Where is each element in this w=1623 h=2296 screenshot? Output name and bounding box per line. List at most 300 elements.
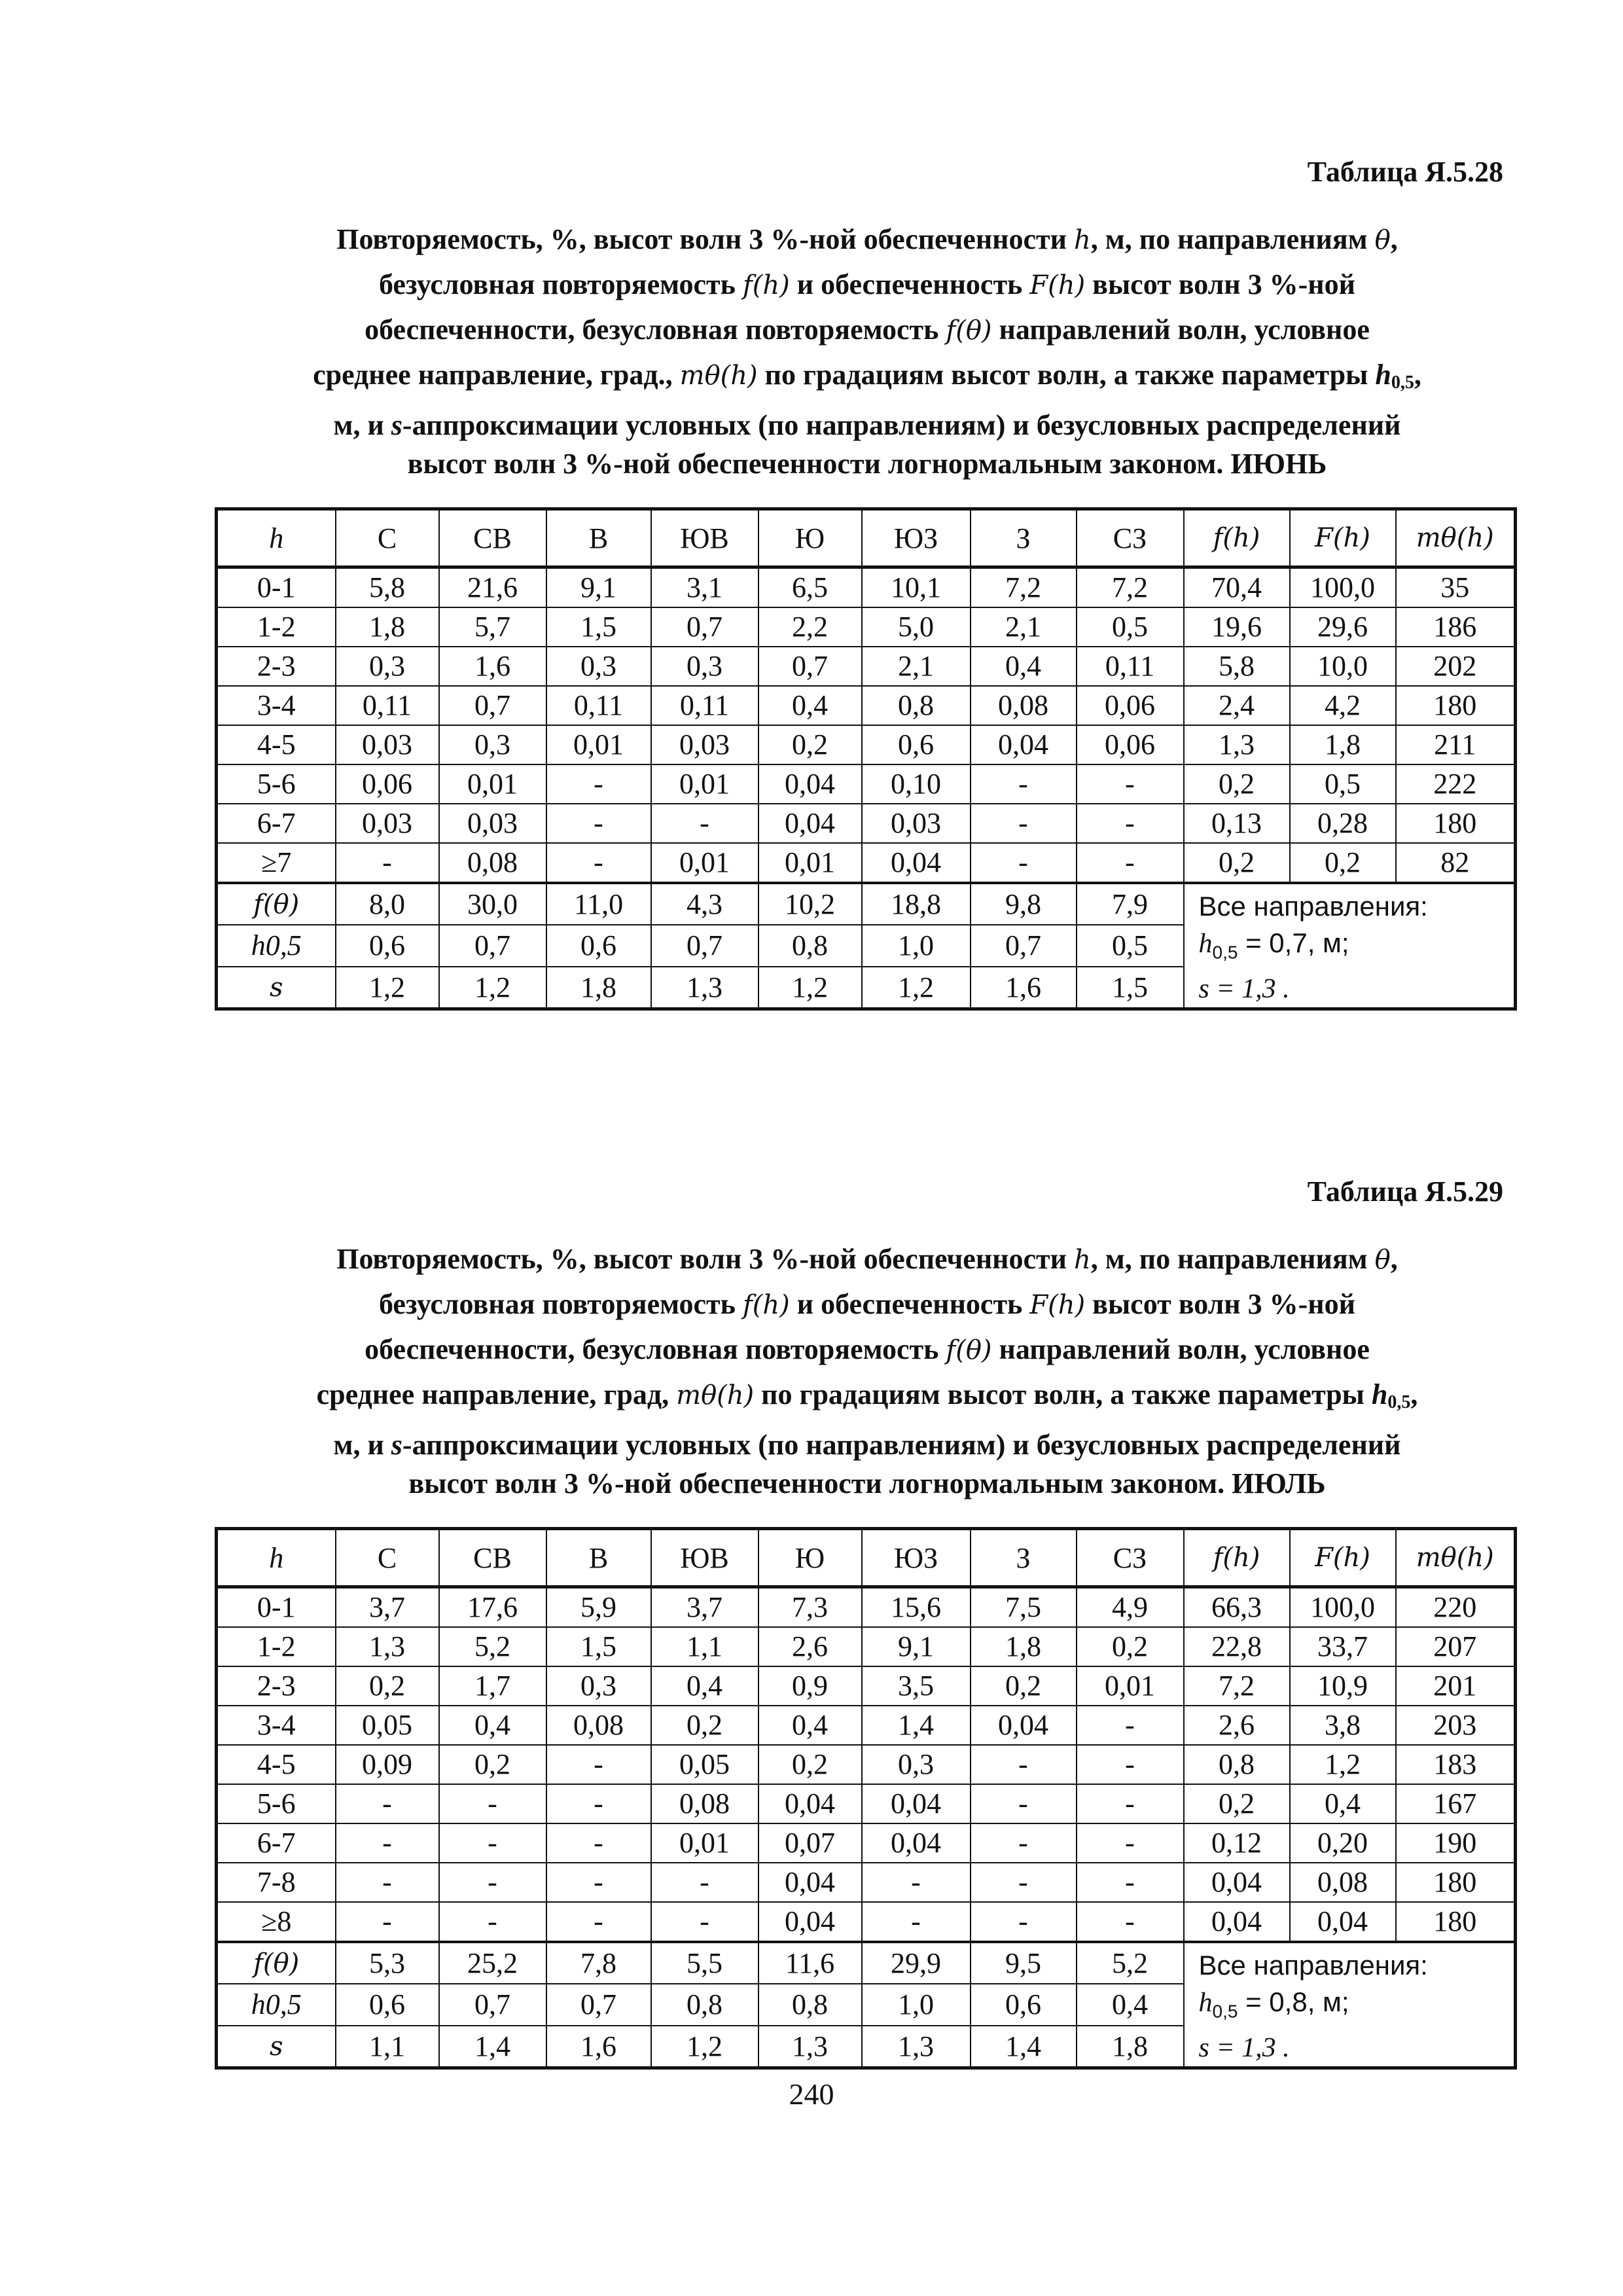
table-title: Повторяемость, %, высот волн 3 %-ной обеспеченности h, м, по направлениям θ, безусловная повторяемость f(h) и обеспеченность F(h) высот волн 3 %-ной обеспеченности, безусловная повторяемость f(θ) направлений волн, условное среднее направление, град, mθ(h) по градациям высот волн, а также параметры $h_{0,5}$, м, и s-аппроксимации условных (по направлениям) и безусловных распределений высот волн 3 %-ной обеспеченности логнормальным законом. ИЮЛЬ [316, 1243, 1418, 1499]
table-cell: 180 [1396, 804, 1516, 843]
param-cell: 0,7 [651, 925, 758, 966]
table-cell: 222 [1396, 764, 1516, 804]
param-cell: 0,8 [651, 1984, 758, 2025]
param-label-cell: s [217, 2026, 336, 2068]
all-directions-summary [1184, 1942, 1516, 2068]
table-cell: - [862, 1863, 971, 1902]
table-cell: 0,28 [1290, 804, 1396, 843]
table-row [217, 804, 1516, 843]
param-cell: 1,0 [862, 1984, 971, 2025]
table-cell: - [1077, 1863, 1184, 1902]
param-cell: 0,6 [336, 1984, 439, 2025]
param-cell: 11,6 [758, 1942, 862, 1984]
table-cell: 3,8 [1290, 1706, 1396, 1745]
param-cell: 25,2 [439, 1942, 546, 1984]
table-cell: 82 [1396, 843, 1516, 883]
param-cell: 1,3 [862, 2026, 971, 2068]
header-cell: ЮВ [651, 1529, 758, 1587]
table-cell: 0,03 [651, 725, 758, 764]
table-cell: 0,01 [439, 764, 546, 804]
table-cell: - [1077, 1823, 1184, 1863]
table-cell: - [439, 1823, 546, 1863]
row-label-cell: 7-8 [217, 1863, 336, 1902]
table-cell: 0,01 [651, 1823, 758, 1863]
all-directions-summary [1184, 883, 1516, 1009]
table-cell: - [971, 1745, 1077, 1784]
param-cell: 0,6 [336, 925, 439, 966]
table-cell: 2,6 [1184, 1706, 1290, 1745]
header-cell: F(h) [1290, 509, 1396, 567]
param-cell: 0,5 [1077, 925, 1184, 966]
param-cell: 0,6 [971, 1984, 1077, 2025]
param-cell: 7,9 [1077, 883, 1184, 925]
table-row [217, 1587, 1516, 1628]
table-cell: 1,6 [439, 647, 546, 686]
param-row [217, 1942, 1516, 1984]
param-cell: 9,5 [971, 1942, 1077, 1984]
param-cell: 1,1 [336, 2026, 439, 2068]
table-cell: - [546, 1863, 651, 1902]
table-cell: 0,01 [651, 843, 758, 883]
param-cell: 0,7 [546, 1984, 651, 2025]
table-cell: 167 [1396, 1784, 1516, 1823]
row-label-cell: 3-4 [217, 686, 336, 725]
table-cell: 0,7 [651, 607, 758, 647]
param-cell: 1,6 [971, 967, 1077, 1009]
table-cell: 180 [1396, 686, 1516, 725]
summary-s: s = 1,3 . [1198, 974, 1290, 1005]
table-cell: 202 [1396, 647, 1516, 686]
table-row [217, 725, 1516, 764]
header-cell: С [336, 509, 439, 567]
header-cell: З [971, 509, 1077, 567]
table-cell: 5,7 [439, 607, 546, 647]
summary-title: Все направления: [1198, 891, 1428, 922]
table-cell: 0,2 [758, 725, 862, 764]
table-cell: 0,01 [651, 764, 758, 804]
param-cell: 1,2 [336, 967, 439, 1009]
table-cell: 4,9 [1077, 1587, 1184, 1628]
param-cell: 1,4 [439, 2026, 546, 2068]
table-cell: 10,9 [1290, 1666, 1396, 1706]
table-cell: 15,6 [862, 1587, 971, 1628]
param-cell: 5,5 [651, 1942, 758, 1984]
table-cell: 0,3 [336, 647, 439, 686]
table-cell: - [1077, 764, 1184, 804]
header-cell: h [217, 509, 336, 567]
param-label-cell: h0,5 [217, 1984, 336, 2025]
param-cell: 10,2 [758, 883, 862, 925]
table-cell: 183 [1396, 1745, 1516, 1784]
table-row [217, 1784, 1516, 1823]
param-cell: 0,4 [1077, 1984, 1184, 2025]
page-number: 240 [789, 2077, 834, 2111]
summary-h05: $h_{0,5} = 0,7$, м; [1198, 927, 1349, 963]
summary-h05: $h_{0,5} = 0,8$, м; [1198, 1986, 1349, 2022]
table-cell: 0,11 [1077, 647, 1184, 686]
param-label-cell: h0,5 [217, 925, 336, 966]
table-cell: 0,04 [758, 764, 862, 804]
param-cell: 1,2 [439, 967, 546, 1009]
param-cell: 8,0 [336, 883, 439, 925]
table-cell: 7,5 [971, 1587, 1077, 1628]
table-cell: 0,04 [758, 1902, 862, 1942]
table-row [217, 686, 1516, 725]
table-number: Таблица Я.5.28 [1307, 156, 1503, 188]
table-cell: 0,2 [1184, 764, 1290, 804]
table-cell: 4,2 [1290, 686, 1396, 725]
header-cell: ЮЗ [862, 509, 971, 567]
table-cell: 0,3 [439, 725, 546, 764]
param-cell: 1,6 [546, 2026, 651, 2068]
table-row [217, 567, 1516, 608]
row-label-cell: 1-2 [217, 1627, 336, 1666]
table-cell: 1,1 [651, 1627, 758, 1666]
table-row [217, 1863, 1516, 1902]
table-cell: 19,6 [1184, 607, 1290, 647]
table-cell: 0,4 [971, 647, 1077, 686]
table-cell: - [1077, 1706, 1184, 1745]
table-cell: 0,3 [862, 1745, 971, 1784]
row-label-cell: 2-3 [217, 1666, 336, 1706]
param-cell: 0,8 [758, 1984, 862, 2025]
table-cell: 2,1 [862, 647, 971, 686]
table-row [217, 1706, 1516, 1745]
param-cell: 7,8 [546, 1942, 651, 1984]
table-cell: 1,8 [336, 607, 439, 647]
table-cell: 0,5 [1077, 607, 1184, 647]
table-cell: - [1077, 804, 1184, 843]
row-label-cell: 1-2 [217, 607, 336, 647]
table-cell: 17,6 [439, 1587, 546, 1628]
table-cell: 0,4 [758, 686, 862, 725]
table-cell: 0,7 [439, 686, 546, 725]
table-cell: 0,09 [336, 1745, 439, 1784]
param-cell: 0,7 [439, 1984, 546, 2025]
table-cell: 1,3 [1184, 725, 1290, 764]
table-cell: 0,01 [758, 843, 862, 883]
header-cell: СЗ [1077, 1529, 1184, 1587]
header-cell: h [217, 1529, 336, 1587]
header-cell: mθ(h) [1396, 509, 1516, 567]
table-cell: 29,6 [1290, 607, 1396, 647]
table-cell: 0,08 [546, 1706, 651, 1745]
table-cell: 0,06 [1077, 686, 1184, 725]
table-cell: 1,8 [971, 1627, 1077, 1666]
table-cell: 0,2 [971, 1666, 1077, 1706]
table-cell: 0,08 [1290, 1863, 1396, 1902]
header-cell: F(h) [1290, 1529, 1396, 1587]
table-cell: 186 [1396, 607, 1516, 647]
table-cell: 203 [1396, 1706, 1516, 1745]
data-table [215, 507, 1517, 1011]
table-cell: 0,03 [336, 804, 439, 843]
row-label-cell: 5-6 [217, 764, 336, 804]
param-cell: 1,2 [758, 967, 862, 1009]
table-cell: - [971, 1902, 1077, 1942]
header-cell: СЗ [1077, 509, 1184, 567]
param-cell: 1,4 [971, 2026, 1077, 2068]
table-cell: 0,04 [1184, 1902, 1290, 1942]
row-label-cell: 4-5 [217, 725, 336, 764]
table-cell: 0,08 [651, 1784, 758, 1823]
table-cell: - [546, 804, 651, 843]
table-cell: 0,04 [758, 804, 862, 843]
header-cell: В [546, 509, 651, 567]
table-cell: 1,2 [1290, 1745, 1396, 1784]
table-cell: 3,7 [651, 1587, 758, 1628]
table-cell: 33,7 [1290, 1627, 1396, 1666]
table-cell: 0,8 [862, 686, 971, 725]
table-row [217, 1902, 1516, 1942]
table-cell: 5,2 [439, 1627, 546, 1666]
table-cell: 66,3 [1184, 1587, 1290, 1628]
param-cell: 1,5 [1077, 967, 1184, 1009]
table-cell: 9,1 [862, 1627, 971, 1666]
table-cell: 0,04 [971, 725, 1077, 764]
param-cell: 0,6 [546, 925, 651, 966]
table-cell: 190 [1396, 1823, 1516, 1863]
header-cell: З [971, 1529, 1077, 1587]
header-cell: В [546, 1529, 651, 1587]
table-cell: 0,13 [1184, 804, 1290, 843]
param-cell: 1,3 [651, 967, 758, 1009]
param-cell: 5,3 [336, 1942, 439, 1984]
table-cell: - [546, 1784, 651, 1823]
table-cell: 0,4 [1290, 1784, 1396, 1823]
table-cell: 9,1 [546, 567, 651, 608]
table-cell: - [439, 1784, 546, 1823]
table-cell: 0,7 [758, 647, 862, 686]
table-cell: 100,0 [1290, 1587, 1396, 1628]
table-cell: 0,2 [336, 1666, 439, 1706]
header-cell: Ю [758, 509, 862, 567]
param-cell: 11,0 [546, 883, 651, 925]
table-cell: - [336, 843, 439, 883]
table-title: Повторяемость, %, высот волн 3 %-ной обеспеченности h, м, по направлениям θ, безусловная повторяемость f(h) и обеспеченность F(h) высот волн 3 %-ной обеспеченности, безусловная повторяемость f(θ) направлений волн, условное среднее направление, град., mθ(h) по градациям высот волн, а также параметры $h_{0,5}$, м, и s-аппроксимации условных (по направлениям) и безусловных распределений высот волн 3 %-ной обеспеченности логнормальным законом. ИЮНЬ [313, 223, 1421, 480]
table-cell: - [439, 1902, 546, 1942]
table-cell: 0,12 [1184, 1823, 1290, 1863]
table-cell: - [971, 843, 1077, 883]
table-cell: 0,4 [439, 1706, 546, 1745]
header-cell: СВ [439, 509, 546, 567]
table-row [217, 843, 1516, 883]
header-cell: С [336, 1529, 439, 1587]
row-label-cell: 6-7 [217, 1823, 336, 1863]
table-body [217, 567, 1516, 1009]
table-cell: - [971, 764, 1077, 804]
table-cell: - [971, 1863, 1077, 1902]
table-row [217, 1745, 1516, 1784]
param-cell: 1,0 [862, 925, 971, 966]
row-label-cell: 3-4 [217, 1706, 336, 1745]
param-label-cell: f(θ) [217, 883, 336, 925]
table-cell: 0,11 [546, 686, 651, 725]
table-cell: - [439, 1863, 546, 1902]
summary-title: Все направления: [1198, 1950, 1428, 1981]
param-cell: 0,8 [758, 925, 862, 966]
header-cell: СВ [439, 1529, 546, 1587]
row-label-cell: 4-5 [217, 1745, 336, 1784]
table-cell: 0,4 [758, 1706, 862, 1745]
table-cell: 207 [1396, 1627, 1516, 1666]
table-cell: 0,07 [758, 1823, 862, 1863]
table-cell: 5,0 [862, 607, 971, 647]
table-cell: 5,8 [336, 567, 439, 608]
row-label-cell: 5-6 [217, 1784, 336, 1823]
data-table [215, 1527, 1517, 2070]
table-cell: - [651, 1902, 758, 1942]
table-cell: - [336, 1784, 439, 1823]
table-cell: - [546, 1745, 651, 1784]
table-cell: 180 [1396, 1863, 1516, 1902]
table-cell: 0,20 [1290, 1823, 1396, 1863]
param-cell: 29,9 [862, 1942, 971, 1984]
table-cell: 21,6 [439, 567, 546, 608]
table-cell: 0,04 [862, 843, 971, 883]
param-cell: 1,2 [862, 967, 971, 1009]
table-cell: 7,2 [1184, 1666, 1290, 1706]
table-cell: 1,3 [336, 1627, 439, 1666]
table-cell: - [336, 1902, 439, 1942]
table-cell: 0,04 [971, 1706, 1077, 1745]
table-cell: 0,2 [439, 1745, 546, 1784]
header-cell: ЮВ [651, 509, 758, 567]
table-cell: 5,8 [1184, 647, 1290, 686]
table-cell: 100,0 [1290, 567, 1396, 608]
table-number: Таблица Я.5.29 [1307, 1175, 1503, 1208]
table-cell: 0,03 [862, 804, 971, 843]
table-cell: 7,3 [758, 1587, 862, 1628]
header-cell: f(h) [1184, 1529, 1290, 1587]
param-cell: 1,8 [546, 967, 651, 1009]
table-row [217, 647, 1516, 686]
table-cell: 180 [1396, 1902, 1516, 1942]
param-cell: 4,3 [651, 883, 758, 925]
param-cell: 30,0 [439, 883, 546, 925]
table-cell: 2,2 [758, 607, 862, 647]
param-cell: 9,8 [971, 883, 1077, 925]
table-cell: 0,04 [862, 1823, 971, 1863]
table-cell: 1,8 [1290, 725, 1396, 764]
param-label-cell: f(θ) [217, 1942, 336, 1984]
table-body [217, 1587, 1516, 2068]
table-cell: 0,11 [651, 686, 758, 725]
table-cell: 0,11 [336, 686, 439, 725]
table-row [217, 1666, 1516, 1706]
table-cell: 220 [1396, 1587, 1516, 1628]
header-cell: f(h) [1184, 509, 1290, 567]
table-cell: 35 [1396, 567, 1516, 608]
table-cell: 0,04 [758, 1863, 862, 1902]
table-header-row [217, 1529, 1516, 1587]
param-cell: 1,2 [651, 2026, 758, 2068]
table-cell: 1,5 [546, 607, 651, 647]
table-cell: 0,2 [1184, 843, 1290, 883]
table-cell: 70,4 [1184, 567, 1290, 608]
table-cell: - [546, 1823, 651, 1863]
table-header-row [217, 509, 1516, 567]
header-cell: Ю [758, 1529, 862, 1587]
table-cell: - [336, 1823, 439, 1863]
table-cell: 0,2 [651, 1706, 758, 1745]
table-cell: 0,05 [336, 1706, 439, 1745]
table-cell: - [546, 1902, 651, 1942]
table-cell: - [1077, 1784, 1184, 1823]
param-cell: 5,2 [1077, 1942, 1184, 1984]
table-cell: - [971, 1823, 1077, 1863]
table-cell: 2,1 [971, 607, 1077, 647]
table-cell: - [336, 1863, 439, 1902]
table-cell: - [1077, 1745, 1184, 1784]
table-cell: 2,4 [1184, 686, 1290, 725]
table-cell: 0,10 [862, 764, 971, 804]
table-cell: 0,4 [651, 1666, 758, 1706]
table-cell: - [651, 1863, 758, 1902]
table-cell: 1,4 [862, 1706, 971, 1745]
table-cell: 1,7 [439, 1666, 546, 1706]
table-cell: 0,01 [1077, 1666, 1184, 1706]
table-cell: 0,06 [1077, 725, 1184, 764]
table-cell: 2,6 [758, 1627, 862, 1666]
table-cell: 6,5 [758, 567, 862, 608]
param-row [217, 883, 1516, 925]
param-cell: 1,8 [1077, 2026, 1184, 2068]
table-cell: 7,2 [971, 567, 1077, 608]
table-cell: 0,03 [439, 804, 546, 843]
summary-s: s = 1,3 . [1198, 2033, 1290, 2064]
param-cell: 18,8 [862, 883, 971, 925]
row-label-cell: 0-1 [217, 1587, 336, 1628]
table-cell: 3,5 [862, 1666, 971, 1706]
row-label-cell: 6-7 [217, 804, 336, 843]
table-cell: 0,04 [758, 1784, 862, 1823]
table-cell: 0,2 [1184, 1784, 1290, 1823]
table-cell: 0,3 [546, 647, 651, 686]
row-label-cell: 2-3 [217, 647, 336, 686]
param-cell: 1,3 [758, 2026, 862, 2068]
table-cell: - [1077, 843, 1184, 883]
row-label-cell: 0-1 [217, 567, 336, 608]
table-cell: 10,0 [1290, 647, 1396, 686]
table-cell: 5,9 [546, 1587, 651, 1628]
table-cell: 0,2 [1290, 843, 1396, 883]
table-cell: 3,7 [336, 1587, 439, 1628]
table-cell: 1,5 [546, 1627, 651, 1666]
table-cell: 201 [1396, 1666, 1516, 1706]
table-cell: 7,2 [1077, 567, 1184, 608]
table-cell: 0,2 [1077, 1627, 1184, 1666]
table-cell: - [546, 764, 651, 804]
table-cell: 0,3 [546, 1666, 651, 1706]
table-cell: - [546, 843, 651, 883]
table-cell: 0,5 [1290, 764, 1396, 804]
table-cell: - [1077, 1902, 1184, 1942]
param-cell: 0,7 [971, 925, 1077, 966]
table-cell: - [651, 804, 758, 843]
table-row [217, 1627, 1516, 1666]
table-row [217, 1823, 1516, 1863]
header-cell: mθ(h) [1396, 1529, 1516, 1587]
table-cell: 0,04 [1184, 1863, 1290, 1902]
table-row [217, 607, 1516, 647]
table-cell: 0,05 [651, 1745, 758, 1784]
table-cell: 0,04 [862, 1784, 971, 1823]
table-cell: 0,08 [439, 843, 546, 883]
table-cell: 0,08 [971, 686, 1077, 725]
table-cell: 0,9 [758, 1666, 862, 1706]
table-cell: 0,2 [758, 1745, 862, 1784]
